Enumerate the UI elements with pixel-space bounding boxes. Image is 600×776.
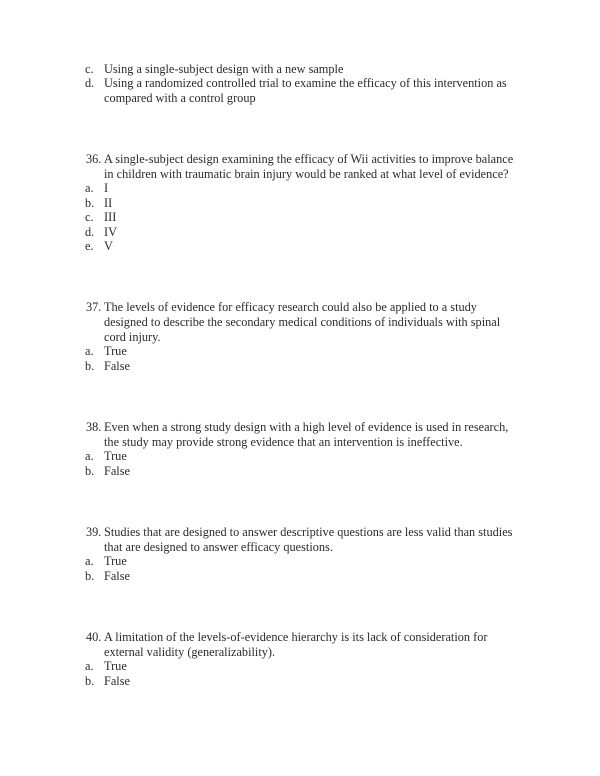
- option-text: True: [104, 344, 127, 359]
- list-item: [86, 674, 518, 688]
- option-letter: b.: [85, 568, 95, 583]
- question-number: 40.: [86, 630, 102, 645]
- question-block-40: [86, 630, 518, 688]
- list-item: [86, 239, 518, 253]
- spacer: [86, 253, 518, 300]
- option-text: I: [104, 181, 109, 196]
- list-item: [86, 181, 518, 195]
- option-letter: c.: [85, 210, 94, 225]
- question-prompt: [86, 300, 518, 344]
- question-prompt: [86, 630, 518, 659]
- question-block-37: [86, 300, 518, 373]
- question-prompt: [86, 420, 518, 449]
- option-letter: b.: [85, 673, 95, 688]
- list-item: [86, 464, 518, 478]
- carryover-option-list: [86, 62, 518, 105]
- option-letter: d.: [85, 224, 95, 239]
- option-text: V: [104, 239, 113, 254]
- question-number: 38.: [86, 420, 102, 435]
- spacer: [86, 478, 518, 525]
- question-number: 39.: [86, 525, 102, 540]
- option-text: IV: [104, 224, 117, 239]
- option-letter: a.: [85, 554, 94, 569]
- option-text: True: [104, 449, 127, 464]
- list-item: [86, 62, 518, 76]
- option-letter: d.: [85, 76, 95, 91]
- question-prompt: [86, 152, 518, 181]
- option-letter: c.: [85, 62, 94, 76]
- option-letter: b.: [85, 463, 95, 478]
- option-text: Using a randomized controlled trial to examine the efficacy of this intervention as compared with a control group: [104, 76, 507, 105]
- question-text: Studies that are designed to answer descriptive questions are less valid than studies that are designed to answer efficacy questions.: [104, 525, 513, 554]
- option-letter: b.: [85, 195, 95, 210]
- list-item: [86, 210, 518, 224]
- option-text: III: [104, 210, 117, 225]
- question-number: 36.: [86, 152, 102, 167]
- spacer: [86, 105, 518, 152]
- option-text: True: [104, 659, 127, 674]
- question-number: 37.: [86, 300, 102, 315]
- list-item: [86, 554, 518, 568]
- option-list: [86, 449, 518, 478]
- page-content: [86, 62, 518, 688]
- option-letter: a.: [85, 344, 94, 359]
- option-text: Using a single-subject design with a new sample: [104, 62, 344, 76]
- spacer: [86, 583, 518, 630]
- question-text: Even when a strong study design with a high level of evidence is used in research, the study may provide strong evidence that an intervention is ineffective.: [104, 420, 509, 449]
- question-block-39: [86, 525, 518, 583]
- option-letter: e.: [85, 239, 94, 254]
- list-item: [86, 225, 518, 239]
- option-letter: a.: [85, 449, 94, 464]
- list-item: [86, 659, 518, 673]
- list-item: [86, 196, 518, 210]
- option-text: False: [104, 673, 130, 688]
- option-list: [86, 554, 518, 583]
- option-text: False: [104, 358, 130, 373]
- option-text: II: [104, 195, 113, 210]
- option-text: True: [104, 554, 127, 569]
- question-text: The levels of evidence for efficacy research could also be applied to a study designed to describe the secondary medical conditions of individuals with spinal cord injury.: [104, 300, 501, 344]
- list-item: [86, 569, 518, 583]
- list-item: [86, 449, 518, 463]
- option-letter: a.: [85, 659, 94, 674]
- question-block-36: [86, 152, 518, 253]
- option-list: [86, 659, 518, 688]
- question-text: A limitation of the levels-of-evidence hierarchy is its lack of consideration for external validity (generalizability).: [104, 630, 488, 659]
- option-text: False: [104, 463, 130, 478]
- question-block-38: [86, 420, 518, 478]
- option-text: False: [104, 568, 130, 583]
- spacer: [86, 373, 518, 420]
- question-text: A single-subject design examining the efficacy of Wii activities to improve balance in children with traumatic brain injury would be ranked at what level of evidence?: [104, 152, 514, 181]
- option-letter: b.: [85, 358, 95, 373]
- option-letter: a.: [85, 181, 94, 196]
- option-list: [86, 344, 518, 373]
- option-list: [86, 181, 518, 253]
- list-item: [86, 359, 518, 373]
- list-item: [86, 344, 518, 358]
- question-prompt: [86, 525, 518, 554]
- list-item: [86, 76, 518, 105]
